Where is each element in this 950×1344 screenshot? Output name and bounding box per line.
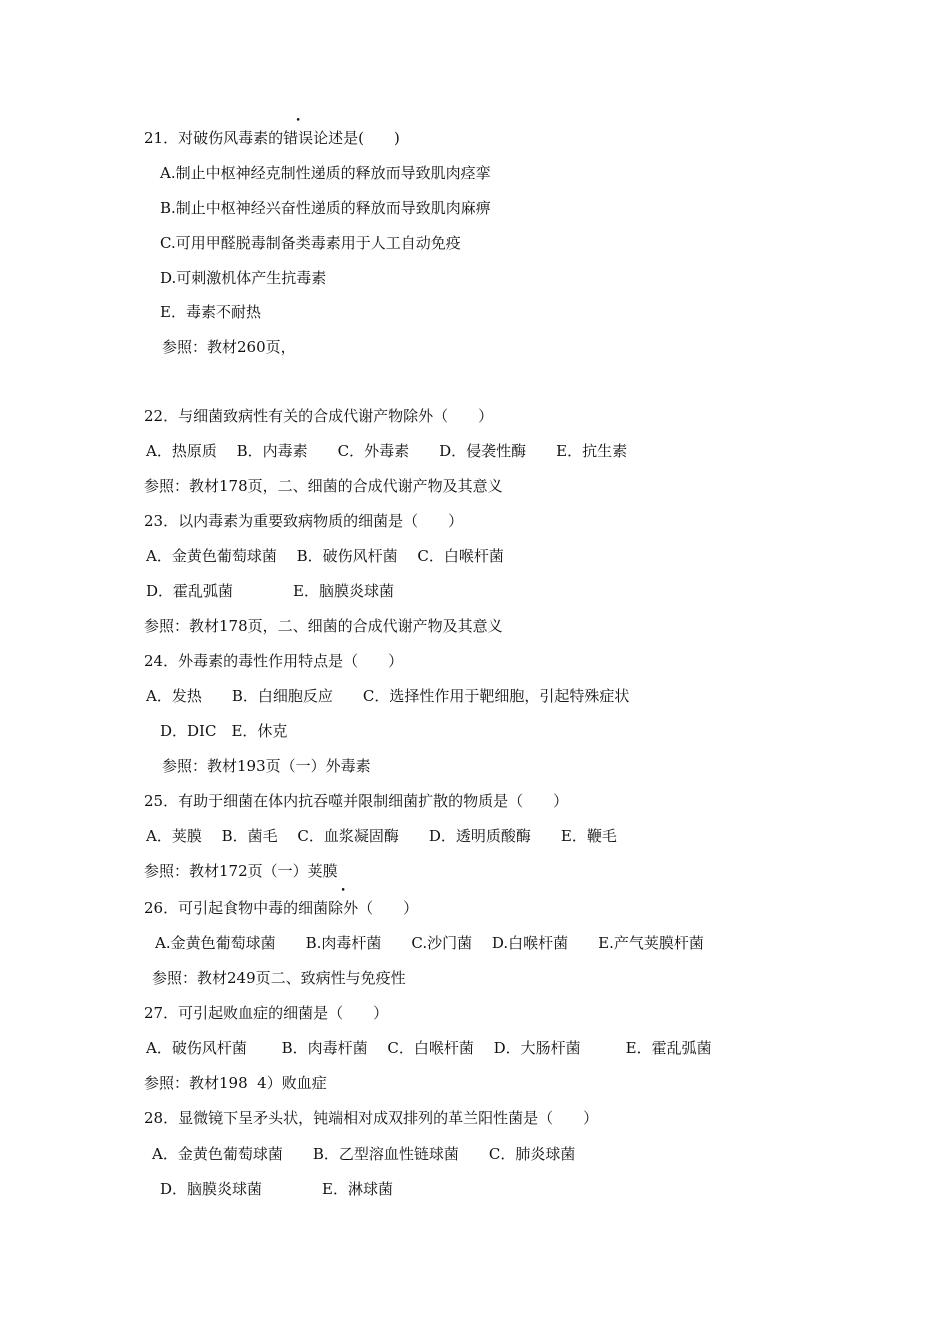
q23-reference: 参照：教材178页，二、细菌的合成代谢产物及其意义: [144, 617, 503, 635]
q25-options: A．荚膜 B．菌毛 C．血浆凝固酶 D．透明质酸酶 E．鞭毛: [146, 827, 617, 845]
q22-reference: 参照：教材178页，二、细菌的合成代谢产物及其意义: [144, 477, 503, 495]
q22-stem: 22．与细菌致病性有关的合成代谢产物除外（ ）: [144, 407, 494, 425]
q24-options-row1: A．发热 B．白细胞反应 C．选择性作用于靶细胞，引起特殊症状: [146, 687, 630, 705]
q21-option-e: E．毒素不耐热: [160, 303, 261, 321]
q27-stem: 27．可引起败血症的细菌是（ ）: [144, 1004, 389, 1022]
q21-option-a: A.制止中枢神经克制性递质的释放而导致肌肉痉挛: [160, 164, 491, 182]
q21-stem: 21．对破伤风毒素的错误论述是( ): [144, 129, 400, 147]
q22-options: A．热原质 B．内毒素 C．外毒素 D．侵袭性酶 E．抗生素: [146, 442, 628, 460]
q28-options-row2: D．脑膜炎球菌 E．淋球菌: [160, 1180, 393, 1198]
q25-stem: 25．有助于细菌在体内抗吞噬并限制细菌扩散的物质是（ ）: [144, 792, 569, 810]
q21-reference: 参照：教材260页，: [162, 338, 296, 356]
q26-reference: 参照：教材249页二、致病性与免疫性: [152, 969, 406, 987]
q26-stem: 26．可引起食物中毒的细菌除外（ ）: [144, 899, 419, 917]
q23-options-row2: D．霍乱弧菌 E．脑膜炎球菌: [146, 582, 394, 600]
q23-stem: 23．以内毒素为重要致病物质的细菌是（ ）: [144, 512, 464, 530]
q28-stem: 28．显微镜下呈矛头状，钝端相对成双排列的革兰阳性菌是（ ）: [144, 1109, 599, 1127]
q24-stem: 24．外毒素的毒性作用特点是（ ）: [144, 652, 404, 670]
q28-options-row1: A．金黄色葡萄球菌 B．乙型溶血性链球菌 C．肺炎球菌: [152, 1145, 576, 1163]
q27-options: A．破伤风杆菌 B．肉毒杆菌 C．白喉杆菌 D．大肠杆菌 E．霍乱弧菌: [146, 1039, 712, 1057]
q21-option-d: D.可刺激机体产生抗毒素: [160, 269, 327, 287]
q27-reference: 参照：教材198 4）败血症: [144, 1074, 327, 1092]
q26-options: A.金黄色葡萄球菌 B.肉毒杆菌 C.沙门菌 D.白喉杆菌 E.产气荚膜杆菌: [155, 934, 704, 952]
emphasis-word: 错误: [283, 129, 314, 147]
q23-options-row1: A．金黄色葡萄球菌 B．破伤风杆菌 C．白喉杆菌: [146, 547, 504, 565]
q24-options-row2: D．DIC E．休克: [160, 722, 288, 740]
q25-reference: 参照：教材172页（一）荚膜: [144, 862, 338, 880]
q21-option-c: C.可用甲醛脱毒制备类毒素用于人工自动免疫: [160, 234, 461, 252]
q24-reference: 参照：教材193页（一）外毒素: [162, 757, 371, 775]
q21-option-b: B.制止中枢神经兴奋性递质的释放而导致肌肉麻痹: [160, 199, 491, 217]
emphasis-word: 除外: [328, 899, 359, 917]
